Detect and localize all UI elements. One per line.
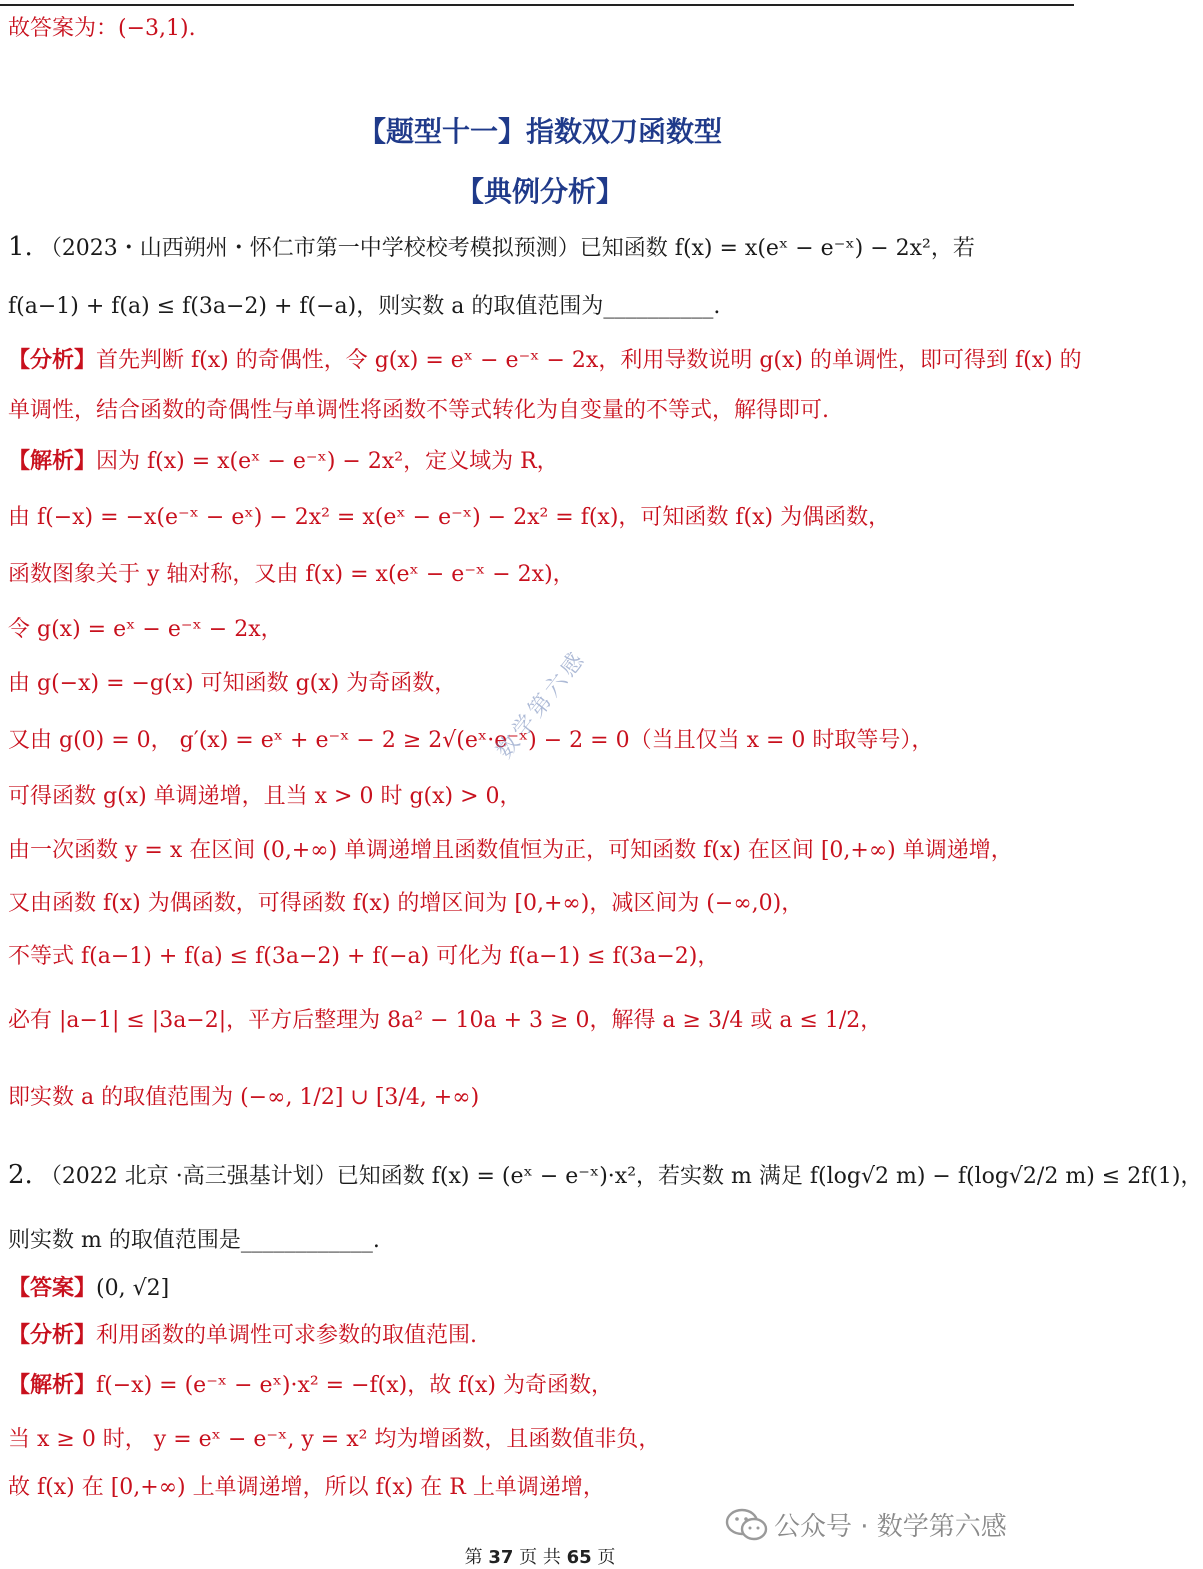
page-total: 65: [566, 1547, 592, 1568]
q1-analysis-line1: [8, 346, 1082, 376]
q2-answer-tag: 【答案】: [8, 1276, 97, 1301]
q1-solution-line: 令 g(x) = eˣ − e⁻ˣ − 2x，: [8, 617, 283, 642]
wechat-icon: [726, 1508, 768, 1542]
q1-solution-line: 又由 g(0) = 0， g′(x) = eˣ + e⁻ˣ − 2 ≥ 2√(eˣ·e⁻ˣ) − 2 = 0（当且仅当 x = 0 时取等号），: [8, 728, 934, 753]
q1-solution-first-text: 因为 f(x) = x(eˣ − e⁻ˣ) − 2x²，定义域为 R，: [96, 449, 559, 474]
q1-solution-first: [8, 447, 559, 477]
q1-solution-tag: 【解析】: [8, 449, 97, 474]
q2-analysis-text: 利用函数的单调性可求参数的取值范围.: [96, 1323, 478, 1348]
q1-analysis-text: 首先判断 f(x) 的奇偶性，令 g(x) = eˣ − e⁻ˣ − 2x，利用导数说明 g(x) 的单调性，即可得到 f(x) 的: [96, 348, 1082, 373]
q1-solution-line: 可得函数 g(x) 单调递增，且当 x > 0 时 g(x) > 0，: [8, 784, 522, 809]
wechat-attribution: [726, 1506, 1007, 1543]
q2-answer-text: (0, √2]: [96, 1276, 170, 1301]
q2-answer-line: [8, 1274, 169, 1304]
section-title: 【题型十一】指数双刀函数型: [357, 115, 722, 148]
q1-solution-line: 由 g(−x) = −g(x) 可知函数 g(x) 为奇函数，: [8, 671, 457, 696]
q2-solution-first-text: f(−x) = (e⁻ˣ − eˣ)·x² = −f(x)，故 f(x) 为奇函数，: [96, 1373, 613, 1398]
wechat-label: 公众号 · 数学第六感: [774, 1512, 1007, 1542]
q2-solution-tag: 【解析】: [8, 1373, 97, 1398]
q1-solution-line: 不等式 f(a−1) + f(a) ≤ f(3a−2) + f(−a) 可化为 f(a−1) ≤ f(3a−2)，: [8, 944, 720, 969]
q1-solution-line: 由一次函数 y = x 在区间 (0,+∞) 单调递增且函数值恒为正，可知函数 f(x) 在区间 [0,+∞) 单调递增，: [8, 838, 1013, 863]
q1-solution-line: 又由函数 f(x) 为偶函数，可得函数 f(x) 的增区间为 [0,+∞)，减区间为 (−∞,0)，: [8, 891, 804, 916]
q1-number: 1.: [8, 232, 33, 262]
q1-analysis-tag: 【分析】: [8, 348, 97, 373]
q2-analysis-line: [8, 1321, 477, 1351]
q1-solution-line: 必有 |a−1| ≤ |3a−2|，平方后整理为 8a² − 10a + 3 ≥ 0，解得 a ≥ 3/4 或 a ≤ 1/2，: [8, 1008, 883, 1033]
page-footer: [0, 1543, 1080, 1569]
q2-solution-line: 故 f(x) 在 [0,+∞) 上单调递增，所以 f(x) 在 R 上单调递增，: [8, 1475, 605, 1500]
sub-title: 【典例分析】: [455, 175, 624, 208]
q2-solution-first: [8, 1371, 613, 1401]
q2-stem-text: （2022 北京 ·高三强基计划）已知函数 f(x) = (eˣ − e⁻ˣ)·x²，若实数 m 满足 f(log√2 m) − f(log√2/2 m) ≤ 2f(1)，: [39, 1164, 1203, 1189]
page-number: 37: [488, 1547, 514, 1568]
q1-solution-line: 即实数 a 的取值范围为 (−∞, 1/2] ∪ [3/4, +∞): [8, 1085, 480, 1110]
q2-analysis-tag: 【分析】: [8, 1323, 97, 1348]
q1-stem-text: （2023・山西朔州・怀仁市第一中学校校考模拟预测）已知函数 f(x) = x(eˣ − e⁻ˣ) − 2x²，若: [39, 236, 975, 261]
q2-solution-line: 当 x ≥ 0 时， y = eˣ − e⁻ˣ, y = x² 均为增函数，且函数值非负，: [8, 1427, 661, 1452]
footer-prefix: 第: [464, 1547, 483, 1568]
top-rule: [0, 4, 1074, 6]
q1-solution-line: 由 f(−x) = −x(e⁻ˣ − eˣ) − 2x² = x(eˣ − e⁻ˣ) − 2x² = f(x)，可知函数 f(x) 为偶函数，: [8, 505, 891, 530]
q1-stem-line1: [8, 232, 975, 264]
q1-stem-line2: f(a−1) + f(a) ≤ f(3a−2) + f(−a)，则实数 a 的取值范围为__________.: [8, 294, 721, 319]
q2-number: 2.: [8, 1160, 33, 1190]
previous-answer: 故答案为：(−3,1).: [8, 16, 196, 41]
footer-suffix: 页: [597, 1547, 616, 1568]
q1-solution-line: 函数图象关于 y 轴对称，又由 f(x) = x(eˣ − e⁻ˣ − 2x)，: [8, 562, 575, 587]
q2-stem-line2: 则实数 m 的取值范围是____________.: [8, 1228, 380, 1253]
footer-middle: 页 共: [519, 1547, 561, 1568]
q2-stem-line1: [8, 1160, 1203, 1192]
watermark: 数学第六感: [491, 645, 592, 764]
q1-analysis-line2: 单调性，结合函数的奇偶性与单调性将函数不等式转化为自变量的不等式，解得即可.: [8, 398, 829, 423]
